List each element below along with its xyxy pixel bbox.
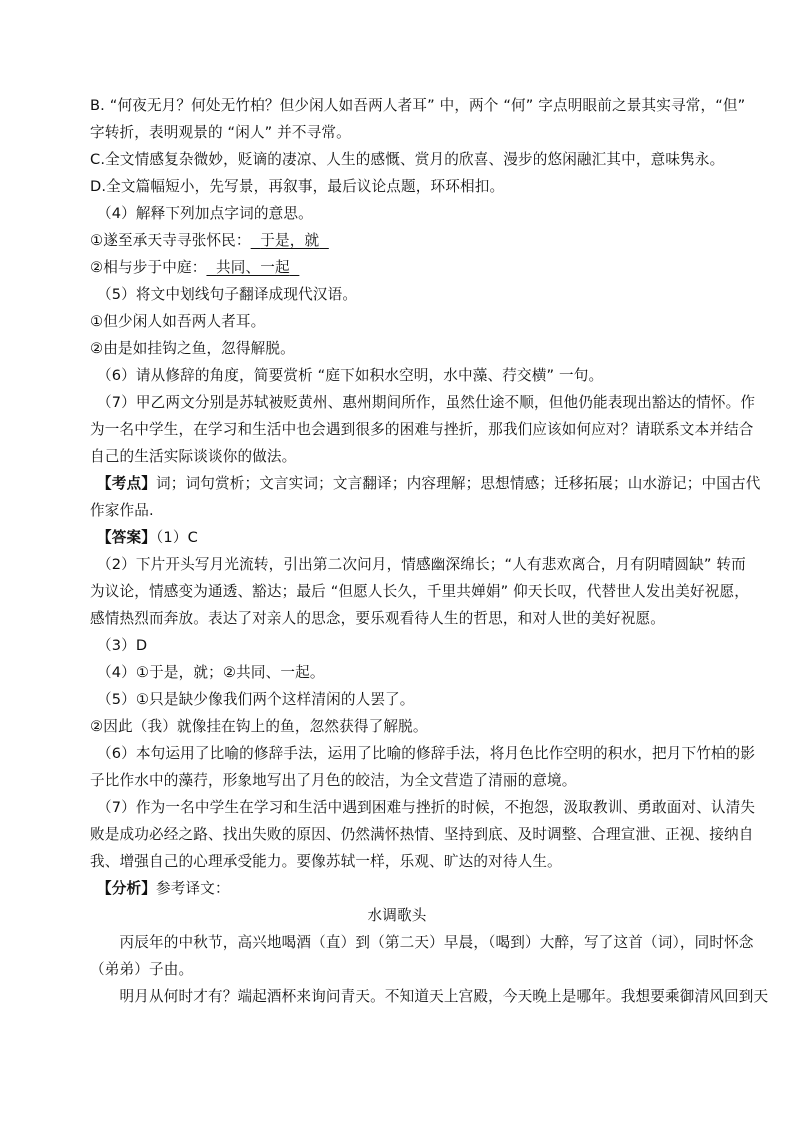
answer-1: （1）C (155, 529, 198, 546)
answer-7-line-2: 败是成功必经之路、找出失败的原因、仍然满怀热情、坚持到底、及时调整、合理宣泄、正视、接纳自 (90, 826, 754, 843)
answer-tag: 【答案】 (97, 529, 156, 546)
analysis-line (97, 879, 737, 899)
option-b-line-1: B. “何夜无月？何处无竹柏？但少闲人如吾两人者耳” 中，两个 “何” 字点明眼前之景其实寻常，“但” (90, 97, 746, 114)
answer-6-line-2: 子比作水中的藻荇，形象地写出了月色的皎洁，为全文营造了清丽的意境。 (90, 772, 577, 789)
option-b-line-2: 字转折，表明观景的 “闲人” 并不寻常。 (90, 124, 351, 141)
kaodian-line-1 (97, 474, 761, 494)
question-4-item-1-prompt: ①遂至承天寺寻张怀民： (90, 232, 251, 249)
translation-title: 水调歌头 (367, 907, 427, 924)
question-7-line-2: 为一名中学生，在学习和生活中也会遇到很多的困难与挫折，那我们应该如何应对？请联系文本并结合 (90, 421, 754, 438)
answer-2-line-2: 为议论，情感变为通透、豁达；最后 “但愿人长久，千里共婵娟” 仰天长叹，代替世人发出美好祝愿， (90, 583, 749, 600)
option-d-line: D.全文篇幅短小，先写景，再叙事，最后议论点题，环环相扣。 (90, 178, 505, 195)
question-5-item-2: ②由是如挂钩之鱼，忽得解脱。 (90, 340, 295, 357)
option-c-line: C.全文情感复杂微妙，贬谪的凄凉、人生的感慨、赏月的欣喜、漫步的悠闲融汇其中，意味隽永。 (90, 151, 725, 168)
answer-5-item-2: ②因此（我）就像挂在钩上的鱼，忽然获得了解脱。 (90, 718, 428, 735)
analysis-text: 参考译文： (155, 880, 230, 897)
question-7-line-3: 自己的生活实际谈谈你的做法。 (90, 448, 297, 465)
answer-line-1 (97, 528, 737, 548)
kaodian-tag: 【考点】 (97, 475, 156, 492)
answer-7-line-1: （7）作为一名中学生在学习和生活中遇到困难与挫折的时候，不抱怨，汲取教训、勇敢面对、认清失 (97, 799, 756, 816)
kaodian-text: 词；词句赏析；文言实词；文言翻译；内容理解；思想情感；迁移拓展；山水游记；中国古代 (155, 475, 761, 492)
translation-para-2-line-1: 明月从何时才有？端起酒杯来询问青天。不知道天上宫殿，今天晚上是哪年。我想要乘御清风回到天 (90, 988, 769, 1005)
answer-3: （3）D (97, 637, 148, 654)
question-5-heading: （5）将文中划线句子翻译成现代汉语。 (97, 286, 358, 303)
question-4-item-2-answer: 共同、一起 (216, 259, 290, 276)
question-4-heading: （4）解释下列加点字词的意思。 (97, 205, 313, 222)
translation-para-1-line-1: 丙辰年的中秋节，高兴地喝酒（直）到（第二天）早晨，（喝到）大醉，写了这首（词），同时怀念 (90, 934, 754, 951)
question-4-item-1-answer: 于是，就 (260, 232, 320, 249)
answer-7-line-3: 我、增强自己的心理承受能力。要像苏轼一样，乐观、旷达的对待人生。 (90, 853, 562, 870)
translation-para-1-line-2: （弟弟）子由。 (90, 961, 194, 978)
answer-4: （4）①于是，就；②共同、一起。 (97, 664, 325, 681)
answer-2-line-3: 感情热烈而奔放。表达了对亲人的思念，要乐观看待人生的哲思，和对人世的美好祝愿。 (90, 610, 666, 627)
answer-2-line-1: （2）下片开头写月光流转，引出第二次问月，情感幽深绵长；“人有悲欢离合，月有阴晴圆缺” 转而 (97, 556, 746, 573)
answer-5-item-1: （5）①只是缺少像我们两个这样清闲的人罢了。 (97, 691, 415, 708)
question-6: （6）请从修辞的角度，简要赏析 “庭下如积水空明，水中藻、荇交横” 一句。 (97, 367, 604, 384)
question-4-item-2 (90, 258, 730, 278)
kaodian-line-2: 作家作品. (90, 502, 154, 519)
analysis-tag: 【分析】 (97, 880, 156, 897)
question-4-item-1 (90, 231, 730, 251)
answer-6-line-1: （6）本句运用了比喻的修辞手法，运用了比喻的修辞手法，将月色比作空明的积水，把月下竹柏的影 (97, 745, 756, 762)
question-5-item-1: ①但少闲人如吾两人者耳。 (90, 313, 266, 330)
question-4-item-2-prompt: ②相与步于中庭： (90, 259, 207, 276)
question-7-line-1: （7）甲乙两文分别是苏轼被贬黄州、惠州期间所作，虽然仕途不顺，但他仍能表现出豁达的情怀。作 (97, 394, 756, 411)
